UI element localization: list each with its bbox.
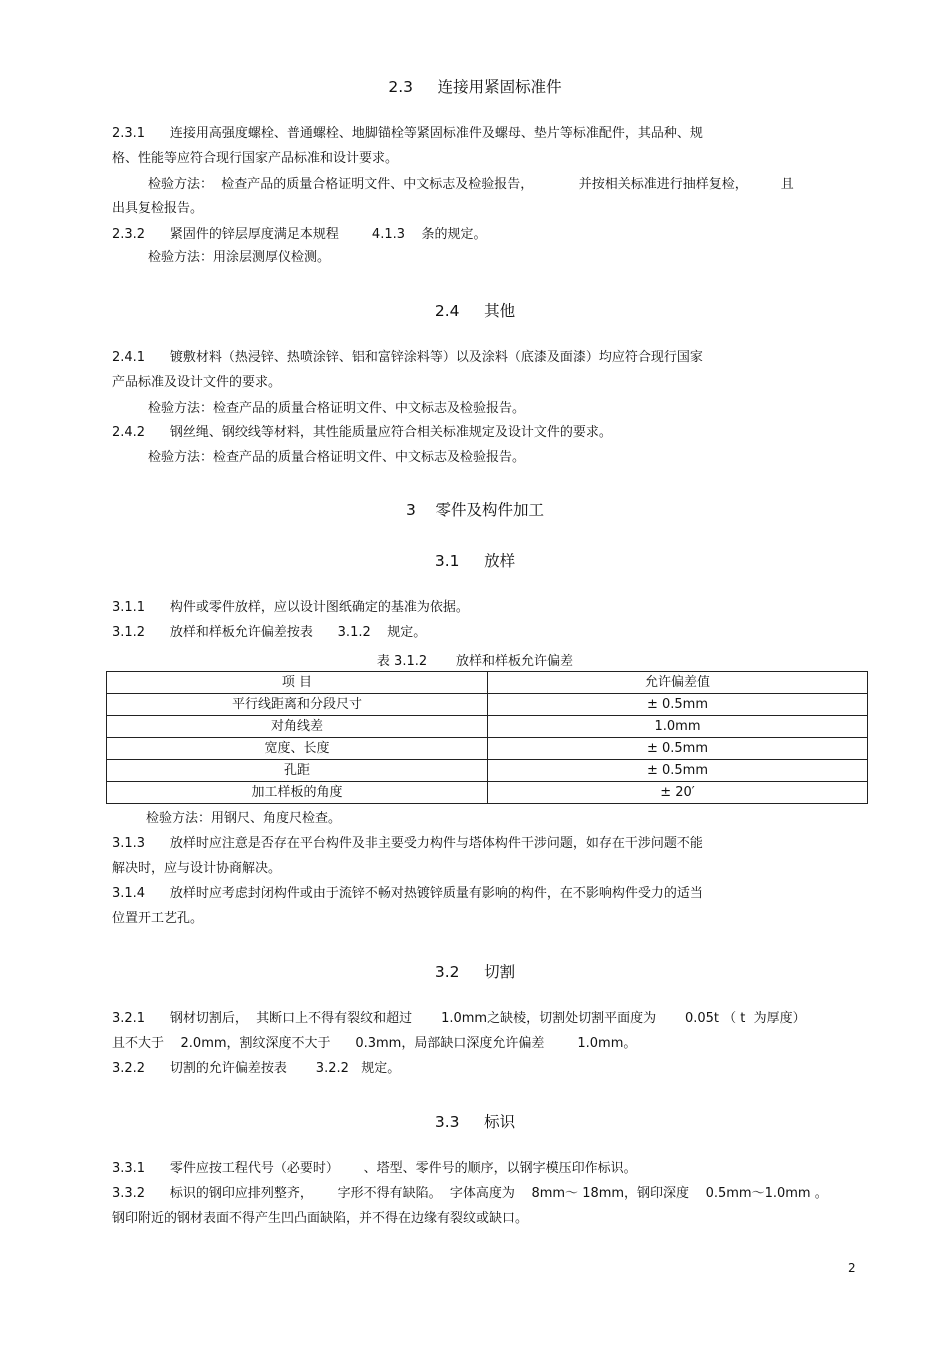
table-row [107,694,868,716]
table-header-item: 项 目 [107,672,488,694]
heading-3-2: 3.2 切割 [434,963,516,981]
para-3-3-1: 3.3.1 零件应按工程代号（必要时） 、塔型、零件号的顺序，以钢字模压印作标识。 [112,1161,637,1176]
inspection-2-3-1-cont: 出具复检报告。 [112,201,204,216]
para-3-1-2: 3.1.2 放样和样板允许偏差按表 3.1.2 规定。 [112,625,427,640]
para-3-2-1-cont: 且不大于 2.0mm，割纹深度不大于 0.3mm，局部缺口深度允许偏差 1.0mm。 [112,1036,637,1051]
table-header-tolerance: 允许偏差值 [488,672,868,694]
heading-2-4: 2.4 其他 [434,302,516,320]
para-2-3-1-cont: 格、性能等应符合现行国家产品标准和设计要求。 [112,151,399,166]
tolerance-table [106,671,868,804]
table-row [107,716,868,738]
para-2-3-2: 2.3.2 紧固件的锌层厚度满足本规程 4.1.3 条的规定。 [112,227,487,242]
table-row [107,760,868,782]
para-2-4-1-cont: 产品标准及设计文件的要求。 [112,375,282,390]
heading-3-1: 3.1 放样 [434,552,516,570]
para-2-3-1: 2.3.1 连接用高强度螺栓、普通螺栓、地脚锚栓等紧固标准件及螺母、垫片等标准配件，其品种、规 [112,126,703,141]
para-3-2-1: 3.2.1 钢材切割后， 其断口上不得有裂纹和超过 1.0mm之缺棱，切割处切割平面度为 0.05t （ t 为厚度） [112,1011,806,1026]
heading-3: 3 零件及构件加工 [405,501,545,519]
table-cell-tolerance: ± 0.5mm [488,694,868,716]
para-2-4-1: 2.4.1 镀敷材料（热浸锌、热喷涂锌、铝和富锌涂料等）以及涂料（底漆及面漆）均应符合现行国家 [112,350,703,365]
page-number: 2 [848,1261,856,1275]
inspection-2-4-1: 检验方法：检查产品的质量合格证明文件、中文标志及检验报告。 [148,401,526,416]
para-3-2-2: 3.2.2 切割的允许偏差按表 3.2.2 规定。 [112,1061,401,1076]
table-cell-tolerance: 1.0mm [488,716,868,738]
table-row [107,738,868,760]
inspection-2-3-2: 检验方法：用涂层测厚仪检测。 [148,250,331,265]
heading-2-3: 2.3 连接用紧固标准件 [388,78,562,96]
para-3-1-3: 3.1.3 放样时应注意是否存在平台构件及非主要受力构件与塔体构件干涉问题，如存在干涉问题不能 [112,836,703,851]
table-cell-item: 加工样板的角度 [107,782,488,804]
inspection-2-3-1: 检验方法： 检查产品的质量合格证明文件、中文标志及检验报告， 并按相关标准进行抽样复检， 且 [148,177,794,192]
para-3-1-3-cont: 解决时，应与设计协商解决。 [112,861,282,876]
table-row [107,782,868,804]
para-3-3-2-cont: 钢印附近的钢材表面不得产生凹凸面缺陷，并不得在边缘有裂纹或缺口。 [112,1211,529,1226]
inspection-3-1-2: 检验方法：用钢尺、角度尺检查。 [146,811,342,826]
table-cell-tolerance: ± 20′ [488,782,868,804]
para-3-1-4-cont: 位置开工艺孔。 [112,911,204,926]
table-cell-item: 宽度、长度 [107,738,488,760]
table-cell-item: 对角线差 [107,716,488,738]
para-3-1-1: 3.1.1 构件或零件放样，应以设计图纸确定的基准为依据。 [112,600,469,615]
table-header-row [107,672,868,694]
table-cell-tolerance: ± 0.5mm [488,738,868,760]
heading-3-3: 3.3 标识 [434,1113,516,1131]
para-2-4-2: 2.4.2 钢丝绳、钢绞线等材料，其性能质量应符合相关标准规定及设计文件的要求。 [112,425,612,440]
table-cell-item: 孔距 [107,760,488,782]
para-3-3-2: 3.3.2 标识的钢印应排列整齐， 字形不得有缺陷。 字体高度为 8mm～ 18mm，钢印深度 0.5mm～1.0mm 。 [112,1186,828,1201]
para-3-1-4: 3.1.4 放样时应考虑封闭构件或由于流锌不畅对热镀锌质量有影响的构件，在不影响构件受力的适当 [112,886,703,901]
table-caption: 表 3.1.2 放样和样板允许偏差 [376,654,574,669]
table-cell-item: 平行线距离和分段尺寸 [107,694,488,716]
table-cell-tolerance: ± 0.5mm [488,760,868,782]
inspection-2-4-2: 检验方法：检查产品的质量合格证明文件、中文标志及检验报告。 [148,450,526,465]
